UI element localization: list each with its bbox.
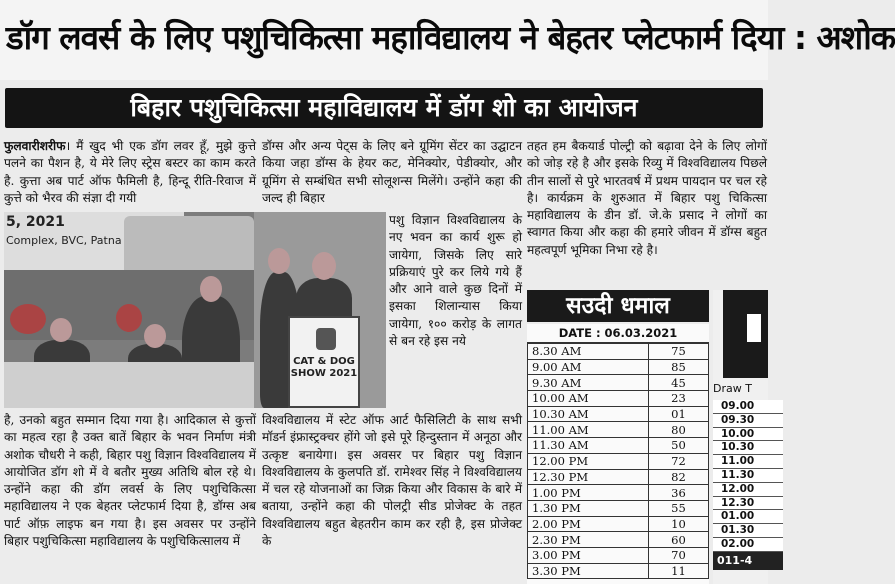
draw-times-column (713, 290, 768, 584)
page-headline: डॉग लवर्स के लिए पशुचिकित्सा महाविद्यालय ने बेहतर प्लेटफार्म दिया : अशोक (0, 0, 768, 80)
list-item: 09.30 (713, 414, 783, 428)
table-row (528, 406, 709, 422)
article-column-1-bottom (4, 412, 256, 584)
draw-result: 10 (649, 516, 709, 532)
draw-time: 9.30 AM (528, 375, 649, 391)
draw-time: 3.00 PM (528, 547, 649, 563)
table-row (528, 391, 709, 407)
table-row (528, 563, 709, 579)
table-row (528, 359, 709, 375)
draw-time: 3.30 PM (528, 563, 649, 579)
article-text: है, उनको बहुत सम्मान दिया गया है। आदिकाल से कुत्तों का महत्व रहा है उक्त बातें बिहार के भवन निर्माण मंत्री अशोक चौधरी ने कही, बिहार पशु विज्ञान विश्वविद्यालय में आयोजित डॉग शो में वे बतौर मुख्य अतिथि बोल रहे थे। उन्होंने कहा की डॉग लवर्स के लिए पशुचिकित्सा महाविद्यालय ने एक बेहतर प्लेटफार्म दिया है, डॉग्स अब पार्ट ऑफ़ लाइफ बन गया है। इस अवसर पर उन्होंने बिहार पशुचिकित्सा महाविद्यालय के पशुचिकित्सालय में (4, 413, 256, 549)
article-column-2-bottom (262, 412, 522, 584)
article-column-2-top (262, 138, 522, 222)
dateline: फुलवारीशरीफ (4, 139, 66, 153)
draw-time: 10.30 AM (528, 406, 649, 422)
stage-table (4, 362, 254, 408)
draw-time: 10.00 AM (528, 391, 649, 407)
person-head (268, 248, 290, 274)
draw-result: 11 (649, 563, 709, 579)
table-row (528, 453, 709, 469)
table-row (528, 500, 709, 516)
draw-result: 80 (649, 422, 709, 438)
podium (288, 316, 360, 408)
draw-time: 1.00 PM (528, 485, 649, 501)
draw-result: 36 (649, 485, 709, 501)
table-row (528, 532, 709, 548)
draw-time: 12.00 PM (528, 453, 649, 469)
draw-time: 1.30 PM (528, 500, 649, 516)
draw-result: 72 (649, 453, 709, 469)
list-item: 02.00 (713, 538, 783, 552)
flower-bouquet (10, 304, 46, 334)
list-item: 12.00 (713, 483, 783, 497)
draw-header-block (723, 290, 768, 378)
table-row (528, 469, 709, 485)
result-date: DATE : 06.03.2021 (527, 324, 709, 343)
list-item: 09.00 (713, 400, 783, 414)
list-item: 11.30 (713, 469, 783, 483)
draw-result: 55 (649, 500, 709, 516)
saudi-dhamal-title: सउदी धमाल (527, 290, 709, 322)
draw-time: 12.30 PM (528, 469, 649, 485)
draw-result: 70 (649, 547, 709, 563)
draw-time: 9.00 AM (528, 359, 649, 375)
draw-time: 2.30 PM (528, 532, 649, 548)
article-text: डॉग्स और अन्य पेट्स के लिए बने ग्रूमिंग सेंटर का उद्घाटन किया जहा डॉग्स के हेयर कट, मेनिक्योर, पेडीक्योर, और ग्रूमिंग से सम्बंधित सभी सोलूशन्स मिलेंगे। उन्होंने कहा की जल्द ही बिहार (262, 139, 522, 205)
table-row (528, 438, 709, 454)
table-row (528, 485, 709, 501)
list-item: 10.30 (713, 441, 783, 455)
draw-time: 11.30 AM (528, 438, 649, 454)
table-row (528, 375, 709, 391)
table-row (528, 547, 709, 563)
speaker-head (312, 252, 336, 280)
seated-guest-head (50, 318, 72, 342)
poster-year: 5, 2021 (6, 214, 65, 230)
article-banner: बिहार पशुचिकित्सा महाविद्यालय में डॉग शो का आयोजन (5, 88, 763, 128)
draw-header-mark (747, 314, 761, 342)
saudi-dhamal-table (527, 324, 709, 584)
list-item: 10.00 (713, 428, 783, 442)
article-column-3 (527, 138, 767, 288)
draw-result: 50 (649, 438, 709, 454)
draw-result: 75 (649, 344, 709, 360)
list-item: 01.30 (713, 524, 783, 538)
list-item: 11.00 (713, 455, 783, 469)
cats-picture (124, 216, 254, 276)
draw-time-list (713, 400, 783, 552)
article-text: पशु विज्ञान विश्वविद्यालय के नए भवन का कार्य शुरू हो जायेगा, जिसके लिए सारे प्रक्रियाएं पुरे कर लिये गये हैं और आने वाले कुछ दिनों में इसका शिलान्यास किया जायेगा, १०० करोड़ के लागत से बन रहे इस नये (389, 213, 522, 349)
draw-result: 23 (649, 391, 709, 407)
seated-guest-head (144, 324, 166, 348)
table-row (528, 344, 709, 360)
poster-place: Complex, BVC, Patna (6, 234, 122, 247)
draw-label: Draw T (713, 382, 752, 395)
list-item: 12.30 (713, 497, 783, 511)
draw-result: 45 (649, 375, 709, 391)
draw-time: 11.00 AM (528, 422, 649, 438)
article-text: विश्वविद्यालय में स्टेट ऑफ आर्ट फैसिलिटी के साथ सभी मॉडर्न इंफ्रास्ट्रक्चर होंगे जो इसे पूरे हिन्दुस्तान में अनूठा और उत्कृष्ट बनायेगा। इस अवसर पर बिहार पशु विज्ञान विश्वविद्यालय के कुलपति डॉ. रामेश्वर सिंह ने विश्वविद्यालय में चल रहे योजनाओं का जिक्र किया और विकास के बारे में बताया, उन्होंने कहा की पोलट्री सीड प्रोजेक्ट के तहत विश्वविद्यालय बहुत बेहतरीन काम कर रही है, इस प्रोजेक्ट के (262, 413, 522, 549)
draw-result: 82 (649, 469, 709, 485)
emblem-icon (316, 328, 336, 350)
flower-bouquet (116, 304, 142, 332)
article-column-2-middle (389, 212, 522, 416)
draw-time: 2.00 PM (528, 516, 649, 532)
table-row (528, 422, 709, 438)
article-text: । मैं खुद भी एक डॉग लवर हूँ, मुझे कुत्ते पलने का पैशन है, ये मेरे लिए स्ट्रेस बस्टर का काम करते है. कुत्ता अब पार्ट ऑफ फैमिली है, हिन्दू रीति-रिवाज में कुत्ते को भैरव की संज्ञा दी गयी (4, 139, 256, 205)
draw-result: 01 (649, 406, 709, 422)
draw-result: 85 (649, 359, 709, 375)
table-row (528, 516, 709, 532)
article-text: तहत हम बैकयार्ड पोल्ट्री को बढ़ावा देने के लिए लोगों को जोड़ रहे है और इसके रिव्यु में विश्वविद्यालय पिछले तीन सालों से पुरे भारतवर्ष में प्रथम पायदान पर चल रहे है। कार्यक्रम के शुरुआत में बिहार पशु चिकित्सा महाविद्यालय के डीन डॉ. जे.के प्रसाद ने लोगों का स्वागत किया और कहा की हमारे जीवन में डॉग्स बहुत महत्वपूर्ण भूमिका निभा रहे है। (527, 139, 767, 257)
list-item: 01.00 (713, 510, 783, 524)
draw-time: 8.30 AM (528, 344, 649, 360)
article-column-1-top (4, 138, 256, 222)
event-photo (4, 212, 386, 408)
draw-result: 60 (649, 532, 709, 548)
draw-phone: 011-4 (713, 552, 783, 570)
podium-text: CAT & DOG SHOW 2021 (290, 356, 358, 379)
person-head (200, 276, 222, 302)
